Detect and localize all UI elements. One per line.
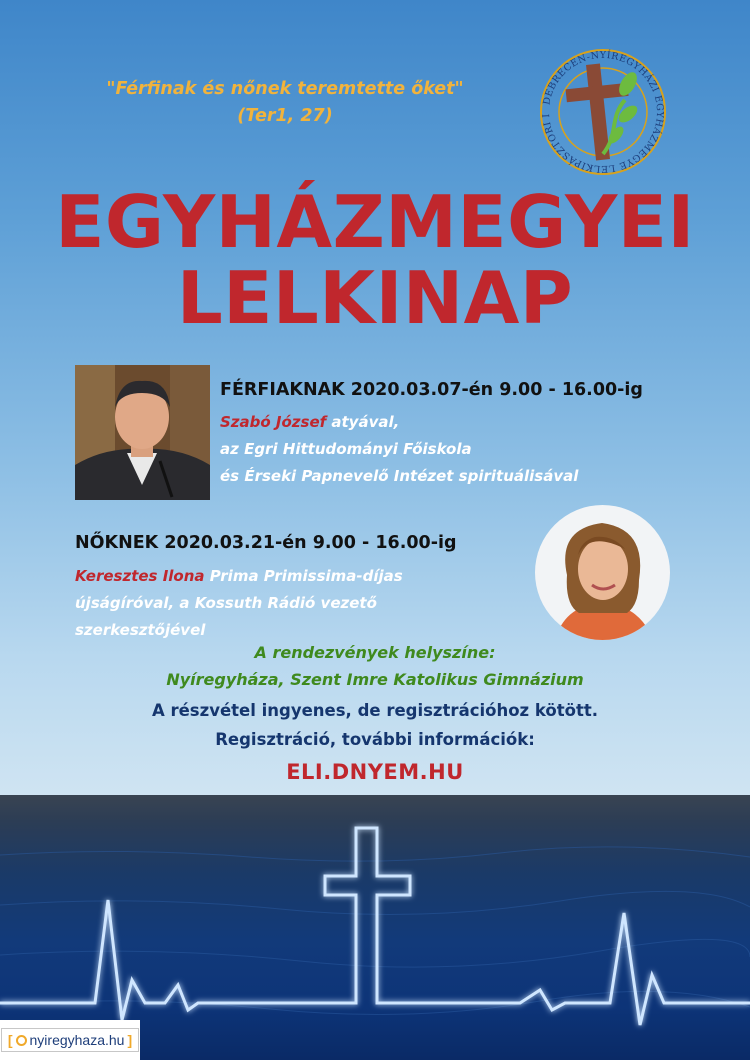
site-watermark[interactable]	[0, 1020, 140, 1060]
men-detail-line-3: és Érseki Papnevelő Intézet spirituálisával	[220, 467, 579, 485]
globe-icon	[16, 1035, 27, 1046]
speaker-photo-woman	[535, 505, 670, 640]
bible-quote	[60, 76, 510, 130]
registration-url[interactable]: ELI.DNYEM.HU	[286, 760, 464, 784]
women-details	[75, 563, 525, 644]
quote-text: "Férfinak és nőnek teremtette őket"	[106, 79, 464, 99]
logo-ring-text: DEBRECEN-NYÍREGYHÁZI EGYHÁZMEGYE LELKIPÁSZTORI I	[540, 49, 666, 175]
quote-reference: (Ter1, 27)	[237, 106, 333, 126]
watermark-text: nyiregyhaza.hu	[29, 1032, 125, 1048]
women-speaker-suffix: Prima Primissima-díjas	[204, 567, 403, 585]
watermark-bracket-close: ]	[127, 1032, 133, 1048]
men-speaker-suffix: atyával,	[326, 413, 400, 431]
men-detail-line-2: az Egri Hittudományi Főiskola	[220, 440, 472, 458]
watermark-bracket-open: [	[7, 1032, 13, 1048]
institute-logo	[533, 42, 673, 182]
men-details	[220, 409, 578, 490]
title-line-2: LELKINAP	[176, 256, 574, 340]
venue-place: Nyíregyháza, Szent Imre Katolikus Gimnázium	[166, 670, 584, 689]
venue-label: A rendezvények helyszíne:	[254, 643, 496, 662]
women-detail-line-3: szerkesztőjével	[75, 621, 206, 639]
registration-info: Regisztráció, további információk:	[215, 730, 535, 749]
women-detail-line-2: újságíróval, a Kossuth Rádió vezető	[75, 594, 377, 612]
logo-emblem	[533, 42, 673, 182]
men-speaker-name: Szabó József	[220, 413, 327, 431]
participation-info: A részvétel ingyenes, de regisztrációhoz kötött.	[151, 701, 599, 720]
watermark-badge	[1, 1028, 139, 1052]
women-speaker-name: Keresztes Ilona	[75, 567, 205, 585]
men-heading: FÉRFIAKNAK 2020.03.07-én 9.00 - 16.00-ig	[220, 380, 643, 400]
title-line-1: EGYHÁZMEGYEI	[55, 180, 695, 264]
women-heading: NŐKNEK 2020.03.21-én 9.00 - 16.00-ig	[75, 533, 457, 553]
speaker-photo-man	[75, 365, 210, 500]
